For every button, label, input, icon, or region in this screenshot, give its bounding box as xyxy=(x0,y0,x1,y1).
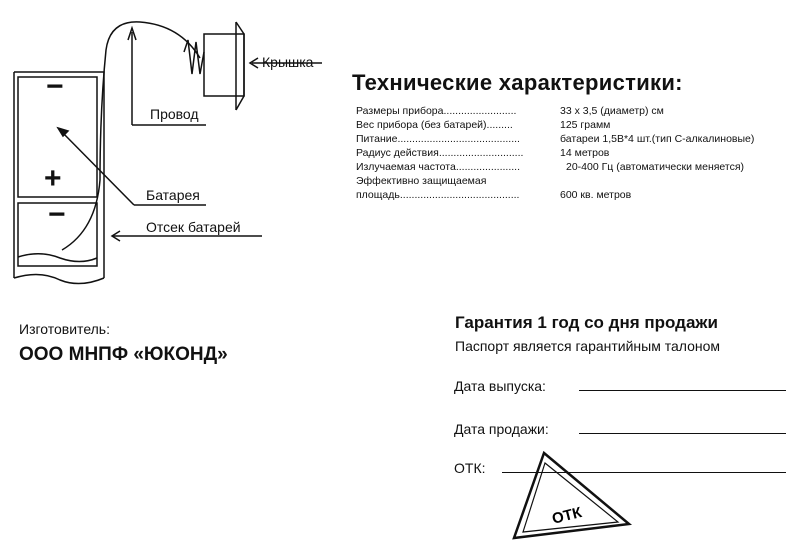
device-diagram xyxy=(0,0,340,300)
spec-row xyxy=(356,118,786,132)
spec-label: площадь xyxy=(356,189,400,201)
battery-minus-bottom: − xyxy=(48,198,66,231)
compartment-label: Отсек батарей xyxy=(146,219,241,235)
battery-label: Батарея xyxy=(146,187,200,203)
maker-name: ООО МНПФ «ЮКОНД» xyxy=(19,344,228,365)
otk-label: ОТК: xyxy=(454,460,486,476)
spec-value: 20-400 Гц (автоматически меняется) xyxy=(566,161,745,173)
warranty-subtitle: Паспорт является гарантийным талоном xyxy=(455,338,721,354)
spec-row xyxy=(356,132,786,146)
sale-date-field[interactable] xyxy=(579,433,786,434)
battery-plus: + xyxy=(44,162,62,195)
spec-dots: ...................... xyxy=(455,161,521,173)
spec-value: батареи 1,5В*4 шт.(тип С-алкалиновые) xyxy=(560,133,755,145)
otk-stamp-text: ОТК xyxy=(550,504,584,528)
battery-minus-top: − xyxy=(46,70,64,103)
spec-dots: ......... xyxy=(486,119,513,131)
spec-row xyxy=(356,188,786,202)
specs-title: Технические характеристики: xyxy=(352,70,683,95)
spec-label: Питание xyxy=(356,133,398,145)
lid-label: Крышка xyxy=(262,54,314,70)
spec-row xyxy=(356,146,786,160)
spec-row xyxy=(356,174,786,188)
otk-stamp-triangle xyxy=(514,453,629,538)
spec-label: Радиус действия xyxy=(356,147,439,159)
release-date-label: Дата выпуска: xyxy=(454,378,546,394)
spec-row xyxy=(356,104,786,118)
spec-value: 33 х 3,5 (диаметр) см xyxy=(560,105,664,117)
otk-stamp xyxy=(508,450,633,542)
spec-label: Размеры прибора xyxy=(356,105,444,117)
release-date-field[interactable] xyxy=(579,390,786,391)
spec-dots: ......................................... xyxy=(399,189,520,201)
sale-date-label: Дата продажи: xyxy=(454,421,549,437)
spec-label: Излучаемая частота xyxy=(356,161,456,173)
specs-table xyxy=(356,104,786,202)
spec-dots: .......................................... xyxy=(397,133,520,145)
maker-label: Изготовитель: xyxy=(19,321,110,337)
spec-dots: ......................... xyxy=(443,105,517,117)
spec-dots: ............................. xyxy=(438,147,524,159)
spec-label: Вес прибора (без батарей) xyxy=(356,119,487,131)
warranty-title: Гарантия 1 год со дня продажи xyxy=(455,313,718,332)
wire-label: Провод xyxy=(150,106,199,122)
spec-row xyxy=(356,160,786,174)
spec-value: 14 метров xyxy=(560,147,610,159)
spec-label: Эффективно защищаемая xyxy=(356,175,487,187)
spec-value: 125 грамм xyxy=(560,119,611,131)
spec-value: 600 кв. метров xyxy=(560,189,632,201)
